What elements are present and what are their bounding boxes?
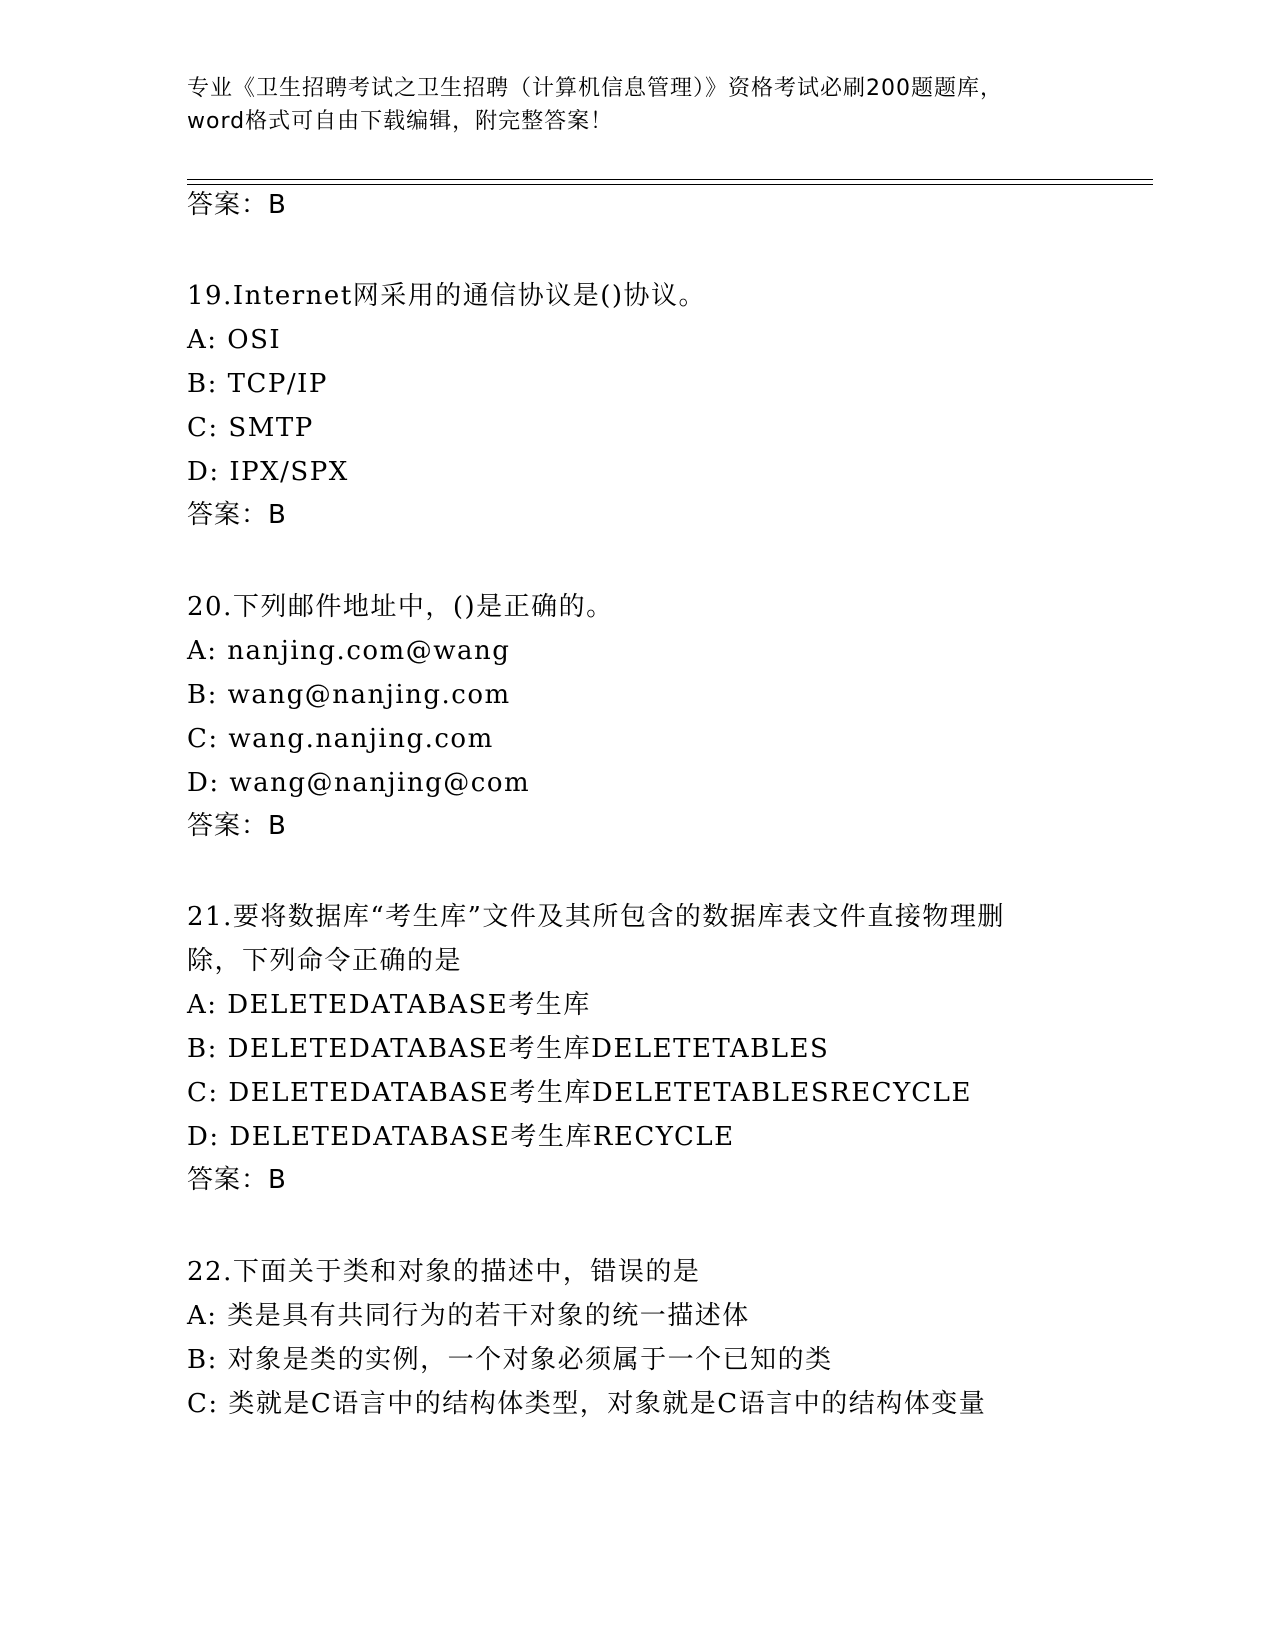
- question-stem-continued: 除，下列命令正确的是: [187, 946, 463, 976]
- answer-line: 答案：B: [187, 500, 287, 530]
- answer-line: 答案：B: [187, 811, 287, 841]
- option-a: A: 类是具有共同行为的若干对象的统一描述体: [187, 1301, 750, 1331]
- question-stem: 20.下列邮件地址中，()是正确的。: [187, 592, 614, 622]
- document-header: [187, 72, 1087, 138]
- option-b: B: 对象是类的实例，一个对象必须属于一个已知的类: [187, 1345, 833, 1375]
- answer-line: 答案：B: [187, 190, 287, 220]
- option-d: D: IPX/SPX: [187, 457, 349, 487]
- option-c: C: 类就是C语言中的结构体类型，对象就是C语言中的结构体变量: [187, 1389, 987, 1419]
- answer-line: 答案：B: [187, 1165, 287, 1195]
- option-a: A: OSI: [187, 325, 282, 355]
- header-line-1: 专业《卫生招聘考试之卫生招聘（计算机信息管理）》资格考试必刷200题题库，: [187, 76, 1003, 101]
- header-divider-top: [187, 179, 1153, 180]
- option-d: D: DELETEDATABASE考生库RECYCLE: [187, 1122, 735, 1152]
- option-d: D: wang@nanjing@com: [187, 768, 531, 798]
- header-divider-bottom: [187, 184, 1153, 185]
- question-stem: 19.Internet网采用的通信协议是()协议。: [187, 281, 706, 311]
- question-stem: 22.下面关于类和对象的描述中，错误的是: [187, 1257, 701, 1287]
- question-stem: 21.要将数据库“考生库”文件及其所包含的数据库表文件直接物理删: [187, 902, 1005, 932]
- option-c: C: DELETEDATABASE考生库DELETETABLESRECYCLE: [187, 1078, 972, 1108]
- option-b: B: wang@nanjing.com: [187, 680, 511, 710]
- option-b: B: DELETEDATABASE考生库DELETETABLES: [187, 1034, 830, 1064]
- option-a: A: DELETEDATABASE考生库: [187, 990, 591, 1020]
- option-b: B: TCP/IP: [187, 369, 328, 399]
- option-a: A: nanjing.com@wang: [187, 636, 511, 666]
- option-c: C: wang.nanjing.com: [187, 724, 494, 754]
- header-line-2: word格式可自由下载编辑，附完整答案！: [187, 109, 614, 134]
- option-c: C: SMTP: [187, 413, 314, 443]
